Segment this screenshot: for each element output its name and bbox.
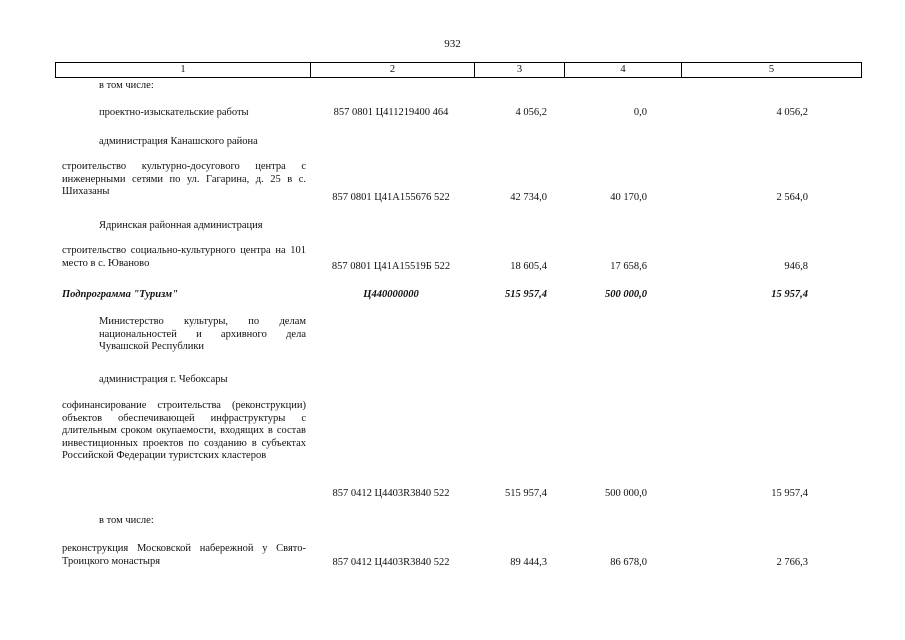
header-col-4: 4 [564, 63, 681, 77]
row-value-col5: 2 766,3 [776, 557, 808, 568]
row-name: в том числе: [99, 80, 154, 91]
row-value-col4: 500 000,0 [605, 488, 647, 499]
row-code: 857 0412 Ц4403R3840 522 [332, 557, 450, 568]
header-col-3: 3 [474, 63, 564, 77]
row-name: строительство социально-культурного центра на 101 место в с. Юваново [62, 245, 306, 269]
table-header [55, 62, 862, 78]
row-value-col4: 500 000,0 [605, 289, 647, 300]
row-value-col4: 17 658,6 [610, 261, 647, 272]
row-code: 857 0801 Ц41А155676 522 [332, 192, 450, 203]
row-value-col5: 2 564,0 [776, 192, 808, 203]
row-value-col3: 4 056,2 [515, 107, 547, 118]
row-name: реконструкция Московской набережной у Свято-Троицкого монастыря [62, 543, 306, 567]
row-name: строительство культурно-досугового центра с инженерными сетями по ул. Гагарина, д. 25 в с. Шихазаны [62, 161, 306, 197]
row-value-col4: 40 170,0 [610, 192, 647, 203]
row-code: 857 0412 Ц4403R3840 522 [332, 488, 450, 499]
row-value-col3: 89 444,3 [510, 557, 547, 568]
row-name: софинансирование строительства (реконструкции) объектов обеспечивающей инфраструктуры с длительным сроком окупаемости, входящих в состав инвестиционных проектов по созданию в субъектах Российской Федерации туристских кластеров [62, 400, 306, 461]
row-value-col5: 4 056,2 [776, 107, 808, 118]
row-name: Подпрограмма "Туризм" [62, 289, 178, 300]
row-value-col5: 15 957,4 [771, 289, 808, 300]
row-value-col5: 15 957,4 [771, 488, 808, 499]
row-name: администрация Канашского района [99, 136, 258, 147]
row-name: Министерство культуры, по делам национальностей и архивного дела Чувашской Республики [99, 316, 306, 352]
row-name: проектно-изыскательские работы [99, 107, 249, 118]
row-code: Ц440000000 [363, 289, 419, 300]
row-value-col5: 946,8 [784, 261, 808, 272]
row-code: 857 0801 Ц41А15519Б 522 [331, 261, 451, 272]
row-value-col3: 18 605,4 [510, 261, 547, 272]
page-number: 932 [444, 38, 461, 50]
row-value-col3: 515 957,4 [505, 289, 547, 300]
row-value-col4: 0,0 [633, 107, 647, 118]
row-value-col3: 515 957,4 [505, 488, 547, 499]
row-name: Ядринская районная администрация [99, 220, 263, 231]
row-name: в том числе: [99, 515, 154, 526]
row-value-col3: 42 734,0 [510, 192, 547, 203]
header-col-5: 5 [681, 63, 861, 77]
row-value-col4: 86 678,0 [610, 557, 647, 568]
header-col-2: 2 [310, 63, 474, 77]
header-col-1: 1 [180, 64, 186, 75]
row-code: 857 0801 Ц411219400 464 [333, 107, 449, 118]
row-name: администрация г. Чебоксары [99, 374, 228, 385]
